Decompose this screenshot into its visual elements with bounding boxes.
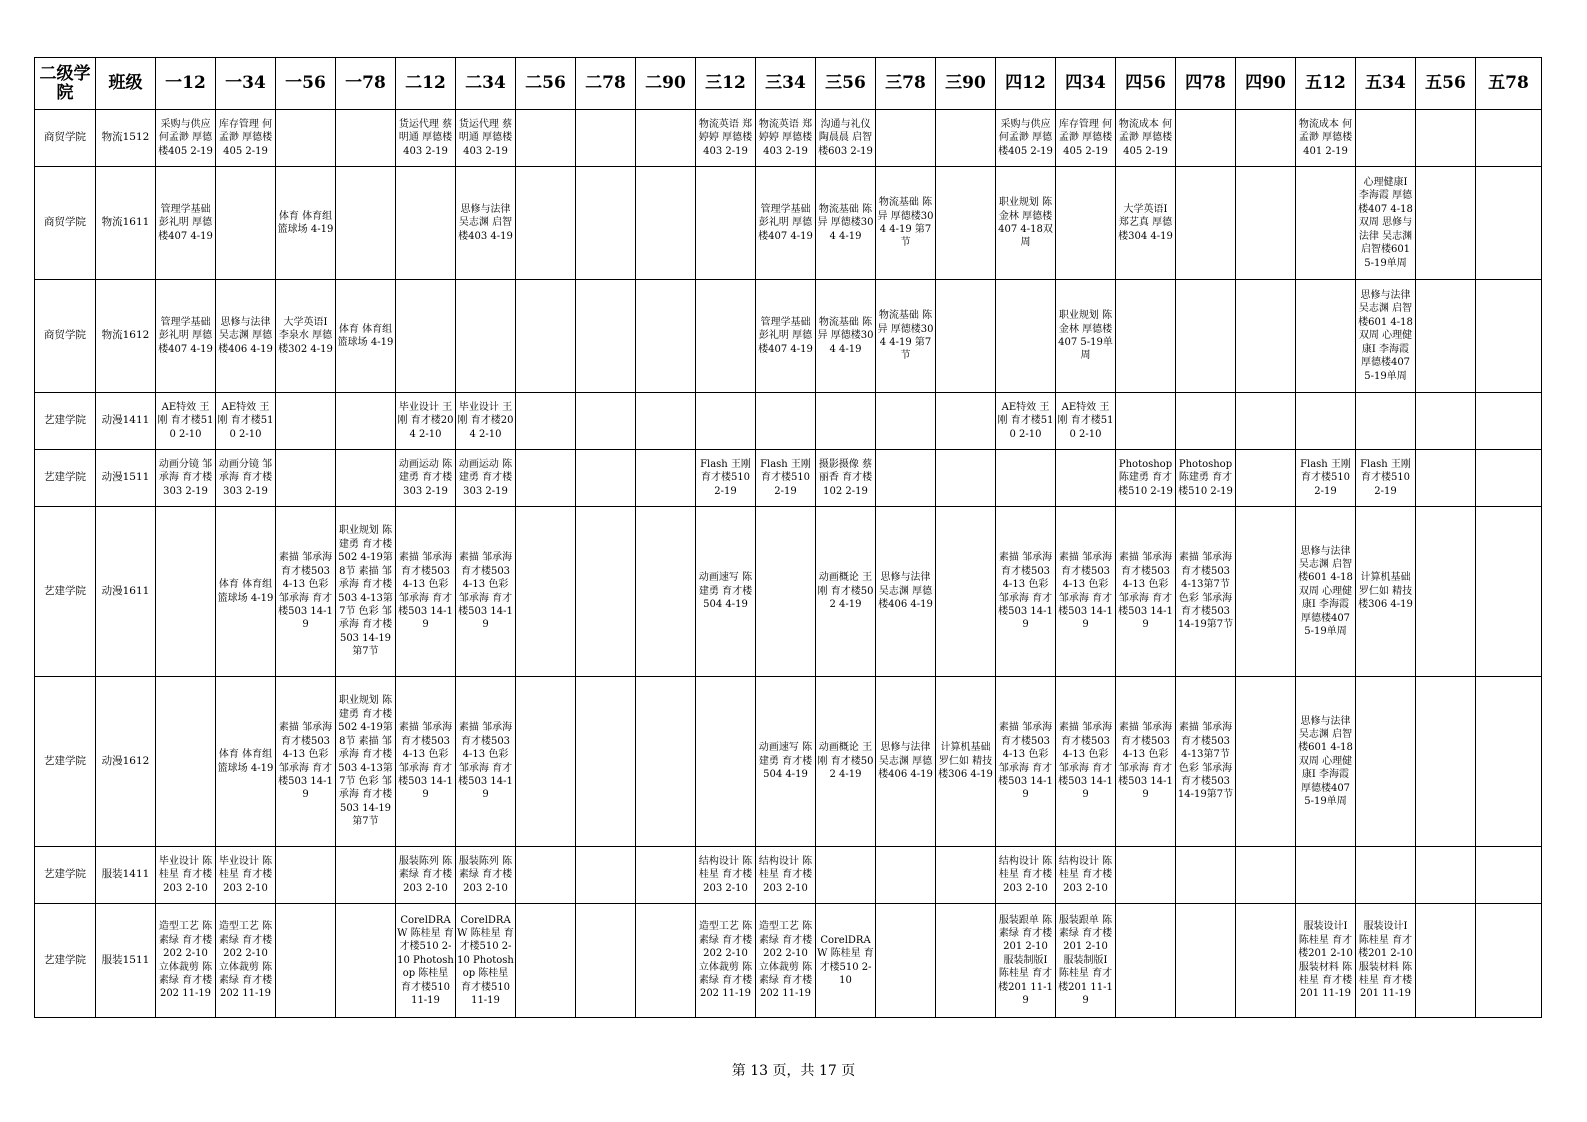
college-cell: 艺建学院 — [35, 677, 96, 847]
table-row — [35, 677, 1542, 847]
course-cell — [876, 904, 936, 1018]
course-cell: 思修与法律 吴志渊 启智楼601 4-18双周 心理健康Ⅰ 李海霞 厚德楼407 5-19单周 — [1296, 507, 1356, 677]
course-cell: 管理学基础 彭礼明 厚德楼407 4-19 — [756, 280, 816, 393]
course-cell — [936, 904, 996, 1018]
course-cell: 素描 邹承海 育才楼503 4-13第7节 色彩 邹承海 育才楼503 14-19第7节 — [1176, 677, 1236, 847]
column-header: 五56 — [1416, 58, 1476, 110]
course-cell — [636, 110, 696, 167]
course-cell — [876, 847, 936, 904]
college-cell: 商贸学院 — [35, 280, 96, 393]
course-cell — [336, 393, 396, 450]
course-cell: 思修与法律 吴志渊 启智楼601 4-18双周 心理健康Ⅰ 李海霞 厚德楼407 5-19单周 — [1296, 677, 1356, 847]
course-cell — [216, 167, 276, 280]
course-cell — [1476, 393, 1542, 450]
course-cell — [576, 280, 636, 393]
course-cell: 物流成本 何孟渺 厚德楼401 2-19 — [1296, 110, 1356, 167]
course-cell: 结构设计 陈桂星 育才楼203 2-10 — [1056, 847, 1116, 904]
course-cell: AE特效 王刚 育才楼510 2-10 — [156, 393, 216, 450]
table-row — [35, 393, 1542, 450]
column-header: 一78 — [336, 58, 396, 110]
course-cell: 毕业设计 王刚 育才楼204 2-10 — [456, 393, 516, 450]
column-header: 二级学院 — [35, 58, 96, 110]
course-cell — [516, 847, 576, 904]
course-cell: 动画运动 陈建勇 育才楼303 2-19 — [456, 450, 516, 507]
table-row — [35, 110, 1542, 167]
course-cell: 结构设计 陈桂星 育才楼203 2-10 — [996, 847, 1056, 904]
class-cell: 物流1611 — [96, 167, 156, 280]
course-cell: 管理学基础 彭礼明 厚德楼407 4-19 — [756, 167, 816, 280]
course-cell — [636, 847, 696, 904]
course-cell: 造型工艺 陈素绿 育才楼202 2-10 立体裁剪 陈素绿 育才楼202 11-19 — [696, 904, 756, 1018]
course-cell — [276, 110, 336, 167]
course-cell — [696, 167, 756, 280]
course-cell: 物流英语 郑婷婷 厚德楼403 2-19 — [756, 110, 816, 167]
course-cell: 素描 邹承海 育才楼503 4-13 色彩 邹承海 育才楼503 14-19 — [1056, 507, 1116, 677]
course-cell — [876, 450, 936, 507]
course-cell — [1476, 904, 1542, 1018]
class-cell: 服装1411 — [96, 847, 156, 904]
course-cell: 素描 邹承海 育才楼503 4-13 色彩 邹承海 育才楼503 14-19 — [396, 507, 456, 677]
column-header: 班级 — [96, 58, 156, 110]
course-cell: 服装设计Ⅰ 陈桂星 育才楼201 2-10 服装材料 陈桂星 育才楼201 11-19 — [1296, 904, 1356, 1018]
course-cell: 管理学基础 彭礼明 厚德楼407 4-19 — [156, 167, 216, 280]
course-cell — [576, 847, 636, 904]
course-cell — [276, 450, 336, 507]
course-cell — [996, 450, 1056, 507]
course-cell — [1296, 393, 1356, 450]
course-cell — [1296, 167, 1356, 280]
table-row — [35, 847, 1542, 904]
course-cell: 职业规划 陈金林 厚德楼407 4-18双周 — [996, 167, 1056, 280]
course-cell: CorelDRAW 陈桂星 育才楼510 2-10 — [816, 904, 876, 1018]
course-cell: 大学英语Ⅰ 郑艺真 厚德楼304 4-19 — [1116, 167, 1176, 280]
course-cell — [936, 167, 996, 280]
course-cell: 体育 体育组 篮球场 4-19 — [276, 167, 336, 280]
course-cell — [1236, 904, 1296, 1018]
course-cell: 物流基础 陈异 厚德楼304 4-19 — [816, 280, 876, 393]
course-cell — [636, 280, 696, 393]
course-cell — [936, 110, 996, 167]
course-cell — [816, 393, 876, 450]
course-cell: Flash 王刚 育才楼510 2-19 — [1356, 450, 1416, 507]
course-cell: 造型工艺 陈素绿 育才楼202 2-10 立体裁剪 陈素绿 育才楼202 11-19 — [156, 904, 216, 1018]
course-cell — [1176, 110, 1236, 167]
course-cell: 货运代理 蔡明通 厚德楼403 2-19 — [456, 110, 516, 167]
course-cell — [1176, 393, 1236, 450]
course-cell — [156, 507, 216, 677]
course-cell: 思修与法律 吴志渊 启智楼403 4-19 — [456, 167, 516, 280]
course-cell — [1176, 280, 1236, 393]
course-cell — [696, 393, 756, 450]
course-cell — [1236, 280, 1296, 393]
course-cell: 结构设计 陈桂星 育才楼203 2-10 — [756, 847, 816, 904]
course-cell — [636, 677, 696, 847]
column-header: 二12 — [396, 58, 456, 110]
course-cell — [336, 847, 396, 904]
column-header: 三12 — [696, 58, 756, 110]
course-cell: 思修与法律 吴志渊 启智楼601 4-18双周 心理健康Ⅰ 李海霞 厚德楼407 5-19单周 — [1356, 280, 1416, 393]
course-cell: 动画概论 王刚 育才楼502 4-19 — [816, 507, 876, 677]
course-cell — [156, 677, 216, 847]
column-header: 三34 — [756, 58, 816, 110]
course-cell — [1356, 393, 1416, 450]
course-cell — [336, 450, 396, 507]
course-cell: 职业规划 陈建勇 育才楼502 4-19第8节 素描 邹承海 育才楼503 4-13第7节 色彩 邹承海 育才楼503 14-19 第7节 — [336, 677, 396, 847]
course-cell: 体育 体育组 篮球场 4-19 — [216, 507, 276, 677]
course-cell — [1356, 677, 1416, 847]
course-cell: 素描 邹承海 育才楼503 4-13 色彩 邹承海 育才楼503 14-19 — [1056, 677, 1116, 847]
course-cell — [876, 393, 936, 450]
header-row — [35, 58, 1542, 110]
college-cell: 艺建学院 — [35, 450, 96, 507]
course-cell — [576, 167, 636, 280]
table-row — [35, 280, 1542, 393]
course-cell: 管理学基础 彭礼明 厚德楼407 4-19 — [156, 280, 216, 393]
course-cell: 动画概论 王刚 育才楼502 4-19 — [816, 677, 876, 847]
class-cell: 物流1612 — [96, 280, 156, 393]
course-cell: 素描 邹承海 育才楼503 4-13 色彩 邹承海 育才楼503 14-19 — [456, 677, 516, 847]
course-cell: 物流成本 何孟渺 厚德楼405 2-19 — [1116, 110, 1176, 167]
course-cell: 结构设计 陈桂星 育才楼203 2-10 — [696, 847, 756, 904]
course-cell — [1476, 847, 1542, 904]
course-cell — [1236, 677, 1296, 847]
college-cell: 商贸学院 — [35, 167, 96, 280]
course-cell: Flash 王刚 育才楼510 2-19 — [696, 450, 756, 507]
course-cell — [516, 393, 576, 450]
course-cell: 素描 邹承海 育才楼503 4-13 色彩 邹承海 育才楼503 14-19 — [396, 677, 456, 847]
course-cell — [636, 507, 696, 677]
course-cell: 物流基础 陈异 厚德楼304 4-19 第7节 — [876, 280, 936, 393]
course-cell: 职业规划 陈建勇 育才楼502 4-19第8节 素描 邹承海 育才楼503 4-13第7节 色彩 邹承海 育才楼503 14-19 第7节 — [336, 507, 396, 677]
course-cell: 素描 邹承海 育才楼503 4-13第7节 色彩 邹承海 育才楼503 14-19第7节 — [1176, 507, 1236, 677]
course-cell: 动画速写 陈建勇 育才楼504 4-19 — [696, 507, 756, 677]
course-cell — [1416, 847, 1476, 904]
course-cell: CorelDRAW 陈桂星 育才楼510 2-10 Photoshop 陈桂星 育才楼510 11-19 — [456, 904, 516, 1018]
course-cell — [1236, 110, 1296, 167]
course-cell: Photoshop 陈建勇 育才楼510 2-19 — [1176, 450, 1236, 507]
course-cell — [876, 110, 936, 167]
course-cell: 沟通与礼仪 陶晨晨 启智楼603 2-19 — [816, 110, 876, 167]
column-header: 五78 — [1476, 58, 1542, 110]
course-cell — [396, 167, 456, 280]
course-cell: 毕业设计 陈桂星 育才楼203 2-10 — [156, 847, 216, 904]
course-cell: 库存管理 何孟渺 厚德楼405 2-19 — [1056, 110, 1116, 167]
course-cell — [516, 904, 576, 1018]
course-cell — [1476, 280, 1542, 393]
course-cell: 职业规划 陈金林 厚德楼407 5-19单周 — [1056, 280, 1116, 393]
course-cell: AE特效 王刚 育才楼510 2-10 — [996, 393, 1056, 450]
course-cell — [1296, 847, 1356, 904]
course-cell: 素描 邹承海 育才楼503 4-13 色彩 邹承海 育才楼503 14-19 — [276, 677, 336, 847]
page-footer: 第 13 页，共 17 页 — [731, 1063, 856, 1079]
course-cell — [1416, 110, 1476, 167]
table-row — [35, 507, 1542, 677]
course-cell — [336, 110, 396, 167]
course-cell — [576, 507, 636, 677]
course-cell — [576, 393, 636, 450]
college-cell: 艺建学院 — [35, 904, 96, 1018]
course-cell — [516, 280, 576, 393]
course-cell: 大学英语Ⅰ 李泉水 厚德楼302 4-19 — [276, 280, 336, 393]
column-header: 四12 — [996, 58, 1056, 110]
course-cell — [576, 110, 636, 167]
column-header: 二78 — [576, 58, 636, 110]
course-cell: 体育 体育组 篮球场 4-19 — [336, 280, 396, 393]
course-cell — [1356, 847, 1416, 904]
course-cell — [276, 393, 336, 450]
course-cell — [1056, 450, 1116, 507]
course-cell — [1416, 280, 1476, 393]
course-cell — [1176, 904, 1236, 1018]
course-cell — [1476, 110, 1542, 167]
course-cell — [936, 847, 996, 904]
college-cell: 艺建学院 — [35, 393, 96, 450]
course-cell — [1116, 847, 1176, 904]
course-cell — [1236, 167, 1296, 280]
course-cell: 库存管理 何孟渺 厚德楼405 2-19 — [216, 110, 276, 167]
course-cell: 心理健康Ⅰ 李海霞 厚德楼407 4-18双周 思修与法律 吴志渊 启智楼601 5-19单周 — [1356, 167, 1416, 280]
course-cell — [1236, 450, 1296, 507]
column-header: 二56 — [516, 58, 576, 110]
course-cell: Photoshop 陈建勇 育才楼510 2-19 — [1116, 450, 1176, 507]
course-cell — [1476, 450, 1542, 507]
column-header: 四90 — [1236, 58, 1296, 110]
course-cell: AE特效 王刚 育才楼510 2-10 — [216, 393, 276, 450]
course-cell — [936, 450, 996, 507]
course-cell: 素描 邹承海 育才楼503 4-13 色彩 邹承海 育才楼503 14-19 — [996, 677, 1056, 847]
course-cell — [1176, 847, 1236, 904]
course-cell: 服装跟单 陈素绿 育才楼201 2-10 服装制版Ⅰ 陈桂星 育才楼201 11-19 — [996, 904, 1056, 1018]
course-cell: 采购与供应 何孟渺 厚德楼405 2-19 — [156, 110, 216, 167]
course-cell — [576, 904, 636, 1018]
course-cell — [1176, 167, 1236, 280]
course-cell: 动画运动 陈建勇 育才楼303 2-19 — [396, 450, 456, 507]
course-cell — [1116, 904, 1176, 1018]
course-cell: 素描 邹承海 育才楼503 4-13 色彩 邹承海 育才楼503 14-19 — [1116, 507, 1176, 677]
class-cell: 服装1511 — [96, 904, 156, 1018]
course-cell — [1416, 507, 1476, 677]
course-cell: 动画速写 陈建勇 育才楼504 4-19 — [756, 677, 816, 847]
course-cell: 造型工艺 陈素绿 育才楼202 2-10 立体裁剪 陈素绿 育才楼202 11-19 — [216, 904, 276, 1018]
table-row — [35, 904, 1542, 1018]
course-cell — [636, 904, 696, 1018]
column-header: 三78 — [876, 58, 936, 110]
course-cell: 物流英语 郑婷婷 厚德楼403 2-19 — [696, 110, 756, 167]
column-header: 一56 — [276, 58, 336, 110]
column-header: 二90 — [636, 58, 696, 110]
course-cell — [1296, 280, 1356, 393]
column-header: 五34 — [1356, 58, 1416, 110]
course-cell — [276, 847, 336, 904]
course-cell: 物流基础 陈异 厚德楼304 4-19 — [816, 167, 876, 280]
course-cell — [1116, 393, 1176, 450]
table-row — [35, 450, 1542, 507]
course-cell: 摄影摄像 蔡丽香 育才楼102 2-19 — [816, 450, 876, 507]
course-cell — [696, 677, 756, 847]
course-cell — [696, 280, 756, 393]
course-cell — [516, 110, 576, 167]
course-cell — [1416, 167, 1476, 280]
course-cell — [1116, 280, 1176, 393]
course-cell: 计算机基础 罗仁如 精技楼306 4-19 — [1356, 507, 1416, 677]
column-header: 二34 — [456, 58, 516, 110]
course-cell — [756, 507, 816, 677]
course-cell: AE特效 王刚 育才楼510 2-10 — [1056, 393, 1116, 450]
course-cell — [516, 167, 576, 280]
column-header: 四56 — [1116, 58, 1176, 110]
course-cell: 素描 邹承海 育才楼503 4-13 色彩 邹承海 育才楼503 14-19 — [456, 507, 516, 677]
course-cell: 服装陈列 陈素绿 育才楼203 2-10 — [456, 847, 516, 904]
course-cell — [336, 904, 396, 1018]
course-cell: 体育 体育组 篮球场 4-19 — [216, 677, 276, 847]
class-cell: 物流1512 — [96, 110, 156, 167]
course-cell — [1236, 507, 1296, 677]
course-cell — [636, 393, 696, 450]
course-cell — [936, 393, 996, 450]
course-cell: 服装跟单 陈素绿 育才楼201 2-10 服装制版Ⅰ 陈桂星 育才楼201 11-19 — [1056, 904, 1116, 1018]
table-body — [35, 110, 1542, 1018]
course-cell — [276, 904, 336, 1018]
course-cell — [516, 450, 576, 507]
table-row — [35, 167, 1542, 280]
course-cell — [1476, 507, 1542, 677]
course-cell: 素描 邹承海 育才楼503 4-13 色彩 邹承海 育才楼503 14-19 — [996, 507, 1056, 677]
column-header: 三90 — [936, 58, 996, 110]
college-cell: 艺建学院 — [35, 507, 96, 677]
course-cell: 素描 邹承海 育才楼503 4-13 色彩 邹承海 育才楼503 14-19 — [276, 507, 336, 677]
course-cell — [756, 393, 816, 450]
class-cell: 动漫1511 — [96, 450, 156, 507]
course-cell: 计算机基础 罗仁如 精技楼306 4-19 — [936, 677, 996, 847]
course-cell — [636, 450, 696, 507]
course-cell — [1056, 167, 1116, 280]
course-cell — [336, 167, 396, 280]
college-cell: 艺建学院 — [35, 847, 96, 904]
course-cell — [1356, 110, 1416, 167]
class-cell: 动漫1612 — [96, 677, 156, 847]
course-cell: 采购与供应 何孟渺 厚德楼405 2-19 — [996, 110, 1056, 167]
college-cell: 商贸学院 — [35, 110, 96, 167]
course-cell — [936, 507, 996, 677]
class-cell: 动漫1611 — [96, 507, 156, 677]
column-header: 四78 — [1176, 58, 1236, 110]
timetable — [34, 57, 1542, 1018]
course-cell: Flash 王刚 育才楼510 2-19 — [1296, 450, 1356, 507]
course-cell: 动画分镜 邹承海 育才楼303 2-19 — [216, 450, 276, 507]
column-header: 五12 — [1296, 58, 1356, 110]
course-cell — [576, 677, 636, 847]
course-cell — [996, 280, 1056, 393]
course-cell — [396, 280, 456, 393]
course-cell: 毕业设计 陈桂星 育才楼203 2-10 — [216, 847, 276, 904]
column-header: 三56 — [816, 58, 876, 110]
course-cell: 素描 邹承海 育才楼503 4-13 色彩 邹承海 育才楼503 14-19 — [1116, 677, 1176, 847]
course-cell: 造型工艺 陈素绿 育才楼202 2-10 立体裁剪 陈素绿 育才楼202 11-19 — [756, 904, 816, 1018]
course-cell — [456, 280, 516, 393]
column-header: 一34 — [216, 58, 276, 110]
course-cell — [1476, 167, 1542, 280]
course-cell: 货运代理 蔡明通 厚德楼403 2-19 — [396, 110, 456, 167]
class-cell: 动漫1411 — [96, 393, 156, 450]
course-cell: 毕业设计 王刚 育才楼204 2-10 — [396, 393, 456, 450]
course-cell — [1416, 450, 1476, 507]
column-header: 一12 — [156, 58, 216, 110]
course-cell: 思修与法律 吴志渊 厚德楼406 4-19 — [876, 507, 936, 677]
course-cell — [936, 280, 996, 393]
course-cell: 服装陈列 陈素绿 育才楼203 2-10 — [396, 847, 456, 904]
course-cell: 思修与法律 吴志渊 厚德楼406 4-19 — [876, 677, 936, 847]
course-cell — [1416, 904, 1476, 1018]
course-cell — [1236, 393, 1296, 450]
course-cell: 服装设计Ⅰ 陈桂星 育才楼201 2-10 服装材料 陈桂星 育才楼201 11-19 — [1356, 904, 1416, 1018]
course-cell — [516, 507, 576, 677]
course-cell — [816, 847, 876, 904]
course-cell: CorelDRAW 陈桂星 育才楼510 2-10 Photoshop 陈桂星 育才楼510 11-19 — [396, 904, 456, 1018]
course-cell — [1236, 847, 1296, 904]
course-cell — [576, 450, 636, 507]
course-cell — [1416, 393, 1476, 450]
course-cell — [516, 677, 576, 847]
course-cell: 动画分镜 邹承海 育才楼303 2-19 — [156, 450, 216, 507]
column-header: 四34 — [1056, 58, 1116, 110]
course-cell: Flash 王刚 育才楼510 2-19 — [756, 450, 816, 507]
course-cell: 物流基础 陈异 厚德楼304 4-19 第7节 — [876, 167, 936, 280]
course-cell — [636, 167, 696, 280]
course-cell — [1416, 677, 1476, 847]
course-cell — [1476, 677, 1542, 847]
course-cell: 思修与法律 吴志渊 厚德楼406 4-19 — [216, 280, 276, 393]
